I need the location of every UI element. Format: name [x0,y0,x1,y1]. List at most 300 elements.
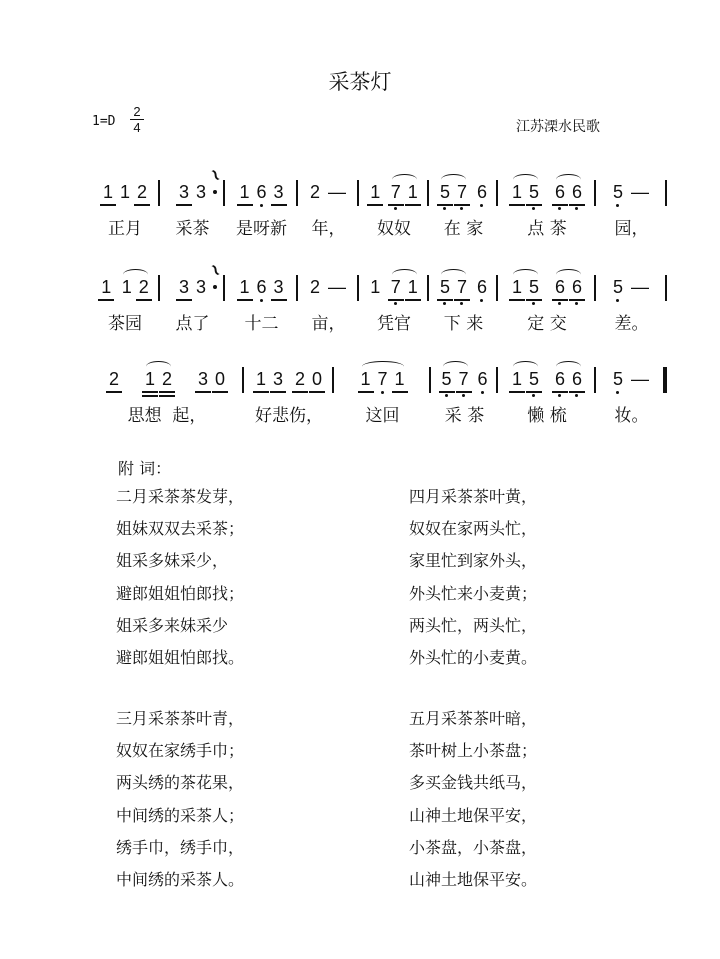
slur-group [554,369,583,389]
note-group [197,369,226,389]
barline [427,275,429,301]
final-barline [663,367,667,393]
underline [195,391,211,393]
note: 5 [612,182,624,202]
low-octave-dot [616,391,619,394]
low-octave-dot [575,394,578,397]
appendix-verse-right [409,703,537,896]
barline [594,180,596,206]
notes [300,277,357,297]
notes [227,277,296,297]
barline [357,180,359,206]
underline [100,204,116,206]
staff-line [92,357,666,427]
lyric: 差。 [614,314,649,334]
underline [388,204,404,206]
low-octave-dot [480,204,483,207]
lyric: 年， [311,219,346,239]
note: 5 [439,182,451,202]
note-group [476,182,488,202]
augmentation-dot [213,285,217,289]
measure [92,357,242,427]
staff-line [92,166,666,240]
lyric: 点了 [175,314,210,334]
note: 1 [144,369,156,389]
measure [500,170,594,240]
underline [142,395,158,397]
note: 1 [239,277,251,297]
dash: — [328,277,346,297]
underline [98,299,114,301]
notes [92,277,158,297]
low-octave-dot [443,302,446,305]
note-group [309,182,348,202]
barline [158,275,160,301]
barline [223,180,225,206]
note: 3 ≀ [195,166,223,202]
lyric: 凭官 [377,314,411,334]
appendix-verse-left [116,481,244,674]
note: 7 [456,277,468,297]
low-octave-dot [394,207,397,210]
underline [271,299,287,301]
note: 5 [528,277,540,297]
measure [500,265,594,335]
notes [336,369,429,389]
note: 1 [407,182,419,202]
verse-line: 避郎姐姐怕郎找。 [116,647,245,667]
low-octave-dot [460,302,463,305]
slur-group [121,277,150,297]
slur-group [511,182,540,202]
underline [439,391,455,393]
note-group [178,261,223,297]
underline [526,204,542,206]
measure [246,357,332,427]
measure [598,170,665,240]
time-sig-top: 2 [130,104,144,120]
notes [361,277,427,297]
measure [500,357,594,427]
lyric: 正月 [108,219,142,239]
lyric: 是呀新 [236,219,287,239]
note: 1 [369,182,381,202]
note: 3 [178,182,190,202]
barline [429,367,431,393]
notes [500,182,594,202]
notes [500,369,594,389]
note: 7 [377,369,389,389]
staff-line [92,261,666,335]
underline [237,204,253,206]
low-octave-dot [575,302,578,305]
underline [358,391,374,393]
barline [594,367,596,393]
verse-line: 二月采茶茶发芽， [116,487,245,506]
verse-line: 姐采多妹采少， [116,551,229,571]
verse-line: 姐妹双双去采茶； [116,519,245,539]
note: 3 [272,369,284,389]
verse-line: 茶叶树上小茶盘； [409,741,538,761]
note: 2 [136,182,148,202]
barline [332,367,334,393]
measure [431,265,496,335]
verse-line: 山神土地保平安。 [409,869,538,889]
notes [431,277,496,297]
note: 1 [370,277,381,297]
underline [309,391,325,393]
low-octave-dot [443,207,446,210]
note-group [102,182,148,202]
underline [437,204,453,206]
note: 2 [161,369,173,389]
notes [598,182,665,202]
lyric: 好悲伤， [255,406,323,426]
note: 2 [294,369,306,389]
appendix-verse-left [116,703,244,896]
low-octave-dot [532,394,535,397]
notes [162,166,223,202]
low-octave-dot [260,204,263,207]
note: 3 [197,369,209,389]
barline [665,180,667,206]
measure [433,357,496,427]
dash: — [631,277,649,297]
measure [598,265,665,335]
augmentation-dot [213,190,217,194]
key-signature: 1=D [92,114,116,129]
note: 6 [554,277,566,297]
notes [246,369,332,389]
note: 1 [100,277,112,297]
notes [92,369,242,389]
lyric: 下 来 [443,314,484,334]
measure [598,357,665,427]
slur-group [554,277,583,297]
note: 7 [458,369,470,389]
note: 1 [360,369,372,389]
underline [552,299,568,301]
note: 1 [121,277,132,297]
underline [142,391,158,393]
measure [92,170,158,240]
slur-group [390,182,419,202]
slur-group [390,277,419,297]
ornament-icon: ≀ [209,166,223,185]
low-octave-dot [532,207,535,210]
note-group [239,277,285,297]
underline [569,299,585,301]
note: 6 [554,369,566,389]
time-sig-bottom: 4 [133,120,141,135]
notes [598,277,665,297]
low-octave-dot [460,207,463,210]
lyric: 这回 [365,406,400,426]
note: 0 [214,369,226,389]
underline [159,391,175,393]
underline [237,299,253,301]
note: 7 [390,277,402,297]
underline [454,299,470,301]
lyric: 在 家 [443,219,484,239]
low-octave-dot [381,391,384,394]
verse-line: 三月采茶茶叶青， [116,709,245,728]
underline [292,391,308,393]
note-group [309,277,348,297]
measure [336,357,429,427]
notes [431,182,496,202]
underline [454,204,470,206]
low-octave-dot [558,394,561,397]
verse-line: 奴奴在家绣手巾； [116,741,245,761]
barline [496,180,498,206]
note: 6 [477,369,489,389]
note: 1 [255,369,267,389]
verse-line: 山神土地保平安， [409,805,538,825]
note: 0 [311,369,323,389]
lyric: 妆。 [614,406,649,426]
dash: — [631,369,649,389]
verse-line: 外头忙的小麦黄。 [409,647,538,667]
notes [300,182,357,202]
underline [392,391,408,393]
low-octave-dot [462,394,465,397]
low-octave-dot [394,302,397,305]
note: 5 [612,369,624,389]
note: 3 ≀ [195,261,223,297]
note-group [612,369,651,389]
note: 1 [511,182,523,202]
underline [509,204,525,206]
verse-line: 姐采多来妹采少 [116,615,229,635]
note-group [100,277,112,297]
underline [388,299,404,301]
dash: — [328,182,346,202]
note-group [477,369,489,389]
verse-line: 外头忙来小麦黄； [409,583,538,603]
verse-line: 绣手巾，绣手巾， [116,837,245,857]
barline [496,275,498,301]
measure [162,261,223,335]
note: 6 [256,182,268,202]
barline [158,180,160,206]
low-octave-dot [558,207,561,210]
note: 2 [309,182,320,202]
underline [526,391,542,393]
measure [227,170,296,240]
note: 6 [256,277,268,297]
slur-group [360,369,406,389]
note: 7 [390,182,402,202]
note: 6 [554,182,566,202]
barline [496,367,498,393]
slur-group [511,369,540,389]
verse-line: 五月采茶茶叶暗， [409,709,538,728]
low-octave-dot [575,207,578,210]
verse-line: 奴奴在家两头忙， [409,519,538,539]
note-group [476,277,488,297]
note: 3 [178,277,190,297]
underline [569,204,585,206]
measure [300,170,357,240]
verse-line: 两头忙，两头忙， [409,615,538,635]
underline [437,299,453,301]
note: 5 [528,369,540,389]
ornament-icon: ≀ [209,261,223,280]
appendix-verse-right [409,481,537,674]
note: 2 [138,277,150,297]
measure [431,170,496,240]
note: 5 [439,277,451,297]
note: 2 [309,277,320,297]
lyric: 采茶 [175,219,210,239]
note: 1 [394,369,406,389]
verse-line: 家里忙到家外头， [409,551,538,571]
slur-group [144,369,173,389]
note: 3 [273,182,285,202]
underline [176,204,192,206]
notes [227,182,296,202]
note: 7 [456,182,468,202]
underline [136,299,152,301]
low-octave-dot [616,204,619,207]
slur-group [439,182,468,202]
note: 5 [612,277,624,297]
underline [509,391,525,393]
barline [665,275,667,301]
barline [427,180,429,206]
low-octave-dot [260,299,263,302]
note: 1 [407,277,419,297]
note: 1 [511,369,523,389]
underline [253,391,269,393]
underline [271,204,287,206]
note-group [239,182,285,202]
measure [92,265,158,335]
note-group [369,277,381,297]
low-octave-dot [616,299,619,302]
notes [598,369,665,389]
note: 3 [273,277,285,297]
barline [357,275,359,301]
note: 6 [476,277,488,297]
low-octave-dot [558,302,561,305]
slur-group [439,277,468,297]
note-group [612,277,651,297]
lyric: 点 茶 [527,219,567,239]
note-group [612,182,651,202]
note-group [178,166,223,202]
note: 1 [102,182,114,202]
underline [159,395,175,397]
verse-line: 中间绣的采茶人； [116,805,245,825]
low-octave-dot [445,394,448,397]
note: 1 [119,182,130,202]
slur-group [511,277,540,297]
measure [227,265,296,335]
underline [106,391,122,393]
barline [296,275,298,301]
underline [552,391,568,393]
underline [526,299,542,301]
lyric: 定 交 [527,314,567,334]
verse-line: 中间绣的采茶人。 [116,869,245,889]
barline [296,180,298,206]
underline [212,391,228,393]
notes [92,182,158,202]
slur-group [441,369,470,389]
measure [361,265,427,335]
lyric: 茶园 [108,314,142,334]
notes [162,261,223,297]
note: 6 [571,369,583,389]
barline [223,275,225,301]
lyric: 十二 [244,314,279,334]
dash: — [631,182,649,202]
note-group [255,369,284,389]
underline [405,204,421,206]
note: 2 [108,369,120,389]
lyric: 亩， [311,314,346,334]
note: 6 [571,277,583,297]
note-group [108,369,120,389]
underline [569,391,585,393]
barline [242,367,244,393]
song-origin: 江苏溧水民歌 [516,119,600,135]
note: 5 [528,182,540,202]
measure [300,265,357,335]
verse-line: 四月采茶茶叶黄， [409,487,538,506]
measure [361,170,427,240]
slur-group [554,182,583,202]
measure [162,166,223,240]
underline [509,299,525,301]
verse-line: 两头绣的茶花果， [116,773,245,793]
notes [500,277,594,297]
verse-line: 小茶盘，小茶盘， [409,837,538,857]
underline [456,391,472,393]
underline [552,204,568,206]
lyric: 懒 梳 [527,406,567,426]
note: 6 [476,182,488,202]
note: 5 [441,369,453,389]
lyric: 思想 起， [127,406,207,426]
low-octave-dot [481,391,484,394]
note: 1 [511,277,523,297]
notes [433,369,496,389]
lyric: 采 茶 [444,406,485,426]
underline [270,391,286,393]
note-group [294,369,323,389]
barline [594,275,596,301]
lyric: 园， [614,219,649,239]
underline [405,299,421,301]
verse-line: 避郎姐姐怕郎找； [116,583,245,603]
low-octave-dot [532,302,535,305]
low-octave-dot [480,299,483,302]
song-title: 采茶灯 [328,70,392,94]
note: 1 [239,182,251,202]
appendix-label: 附 词： [118,459,172,478]
note-group [369,182,381,202]
underline [134,204,150,206]
verse-line: 多买金钱共纸马， [409,773,538,793]
time-signature [130,104,144,135]
notes [361,182,427,202]
lyric: 奴奴 [377,219,411,239]
underline [176,299,192,301]
underline [367,204,383,206]
